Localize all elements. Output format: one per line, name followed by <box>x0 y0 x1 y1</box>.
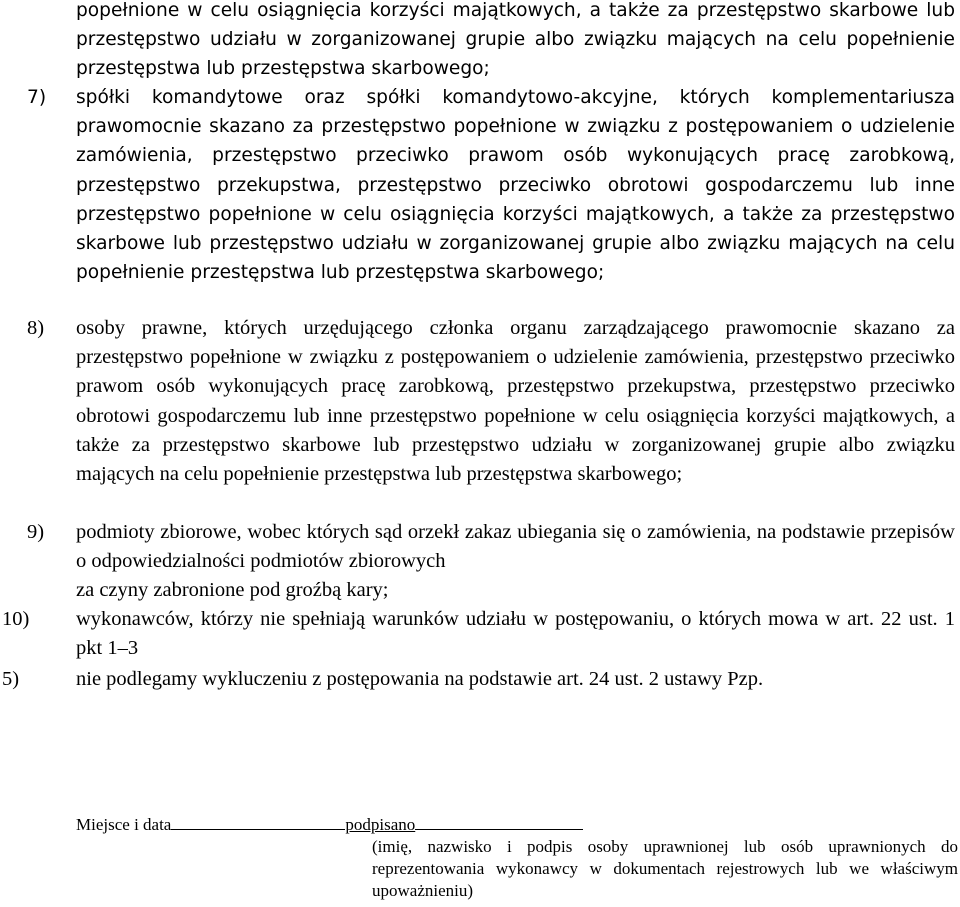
point-number: 5) <box>2 668 20 690</box>
list-item-8: osoby prawne, których urzędującego członka organu zarządzającego prawomocnie skazano za przestępstwo popełnione w związku z postępowaniem o udzielenie zamówienia, przestępstwo przeciwko prawom osób wykonujących pracę zarobkową, przestępstwo przekupstwa, przestępstwo przeciwko obrotowi gospodarczemu lub inne przestępstwo popełnione w celu osiągnięcia korzyści majątkowych, a także za przestępstwo skarbowe lub przestępstwo udziału w zorganizowanej grupie albo związku mających na celu popełnienie przestępstwa lub przestępstwa skarbowego; <box>76 317 955 486</box>
list-item-9-continuation: za czyny zabronione pod groźbą kary; <box>76 579 389 601</box>
item-number: 7) <box>27 87 47 108</box>
signature-note: (imię, nazwisko i podpis osoby uprawnionej lub osób uprawnionych do reprezentowania wykonawcy w dokumentach rejestrowych lub we właściwym upoważnieniu) <box>372 837 958 900</box>
place-date-underline <box>171 815 345 830</box>
item-number: 9) <box>27 521 45 543</box>
item-number: 10) <box>2 608 30 630</box>
signed-label: podpisano <box>345 815 416 834</box>
place-date-label: Miejsce i data <box>76 815 172 834</box>
signature-line <box>76 814 583 836</box>
list-item-10: wykonawców, którzy nie spełniają warunków udziału w postępowaniu, o których mowa w art. 22 ust. 1 pkt 1–3 <box>76 608 955 660</box>
signature-underline <box>415 815 583 830</box>
list-item-7: spółki komandytowe oraz spółki komandytowo-akcyjne, których komplementariusza prawomocnie skazano za przestępstwo popełnione w związku z postępowaniem o udzielenie zamówienia, przestępstwo przeciwko prawom osób wykonujących pracę zarobkową, przestępstwo przekupstwa, przestępstwo przeciwko obrotowi gospodarczemu lub inne przestępstwo popełnione w celu osiągnięcia korzyści majątkowych, a także za przestępstwo skarbowe lub przestępstwo udziału w zorganizowanej grupie albo związku mających na celu popełnienie przestępstwa lub przestępstwa skarbowego; <box>76 87 955 284</box>
point-5-statement: nie podlegamy wykluczeniu z postępowania na podstawie art. 24 ust. 2 ustawy Pzp. <box>76 668 764 690</box>
item-number: 8) <box>27 317 45 339</box>
list-item-9: podmioty zbiorowe, wobec których sąd orzekł zakaz ubiegania się o zamówienia, na podstawie przepisów o odpowiedzialności podmiotów zbiorowych <box>76 521 955 573</box>
continuation-paragraph: popełnione w celu osiągnięcia korzyści majątkowych, a także za przestępstwo skarbowe lub przestępstwo udziału w zorganizowanej grupie albo związku mających na celu popełnienie przestępstwa lub przestępstwa skarbowego; <box>76 0 955 80</box>
